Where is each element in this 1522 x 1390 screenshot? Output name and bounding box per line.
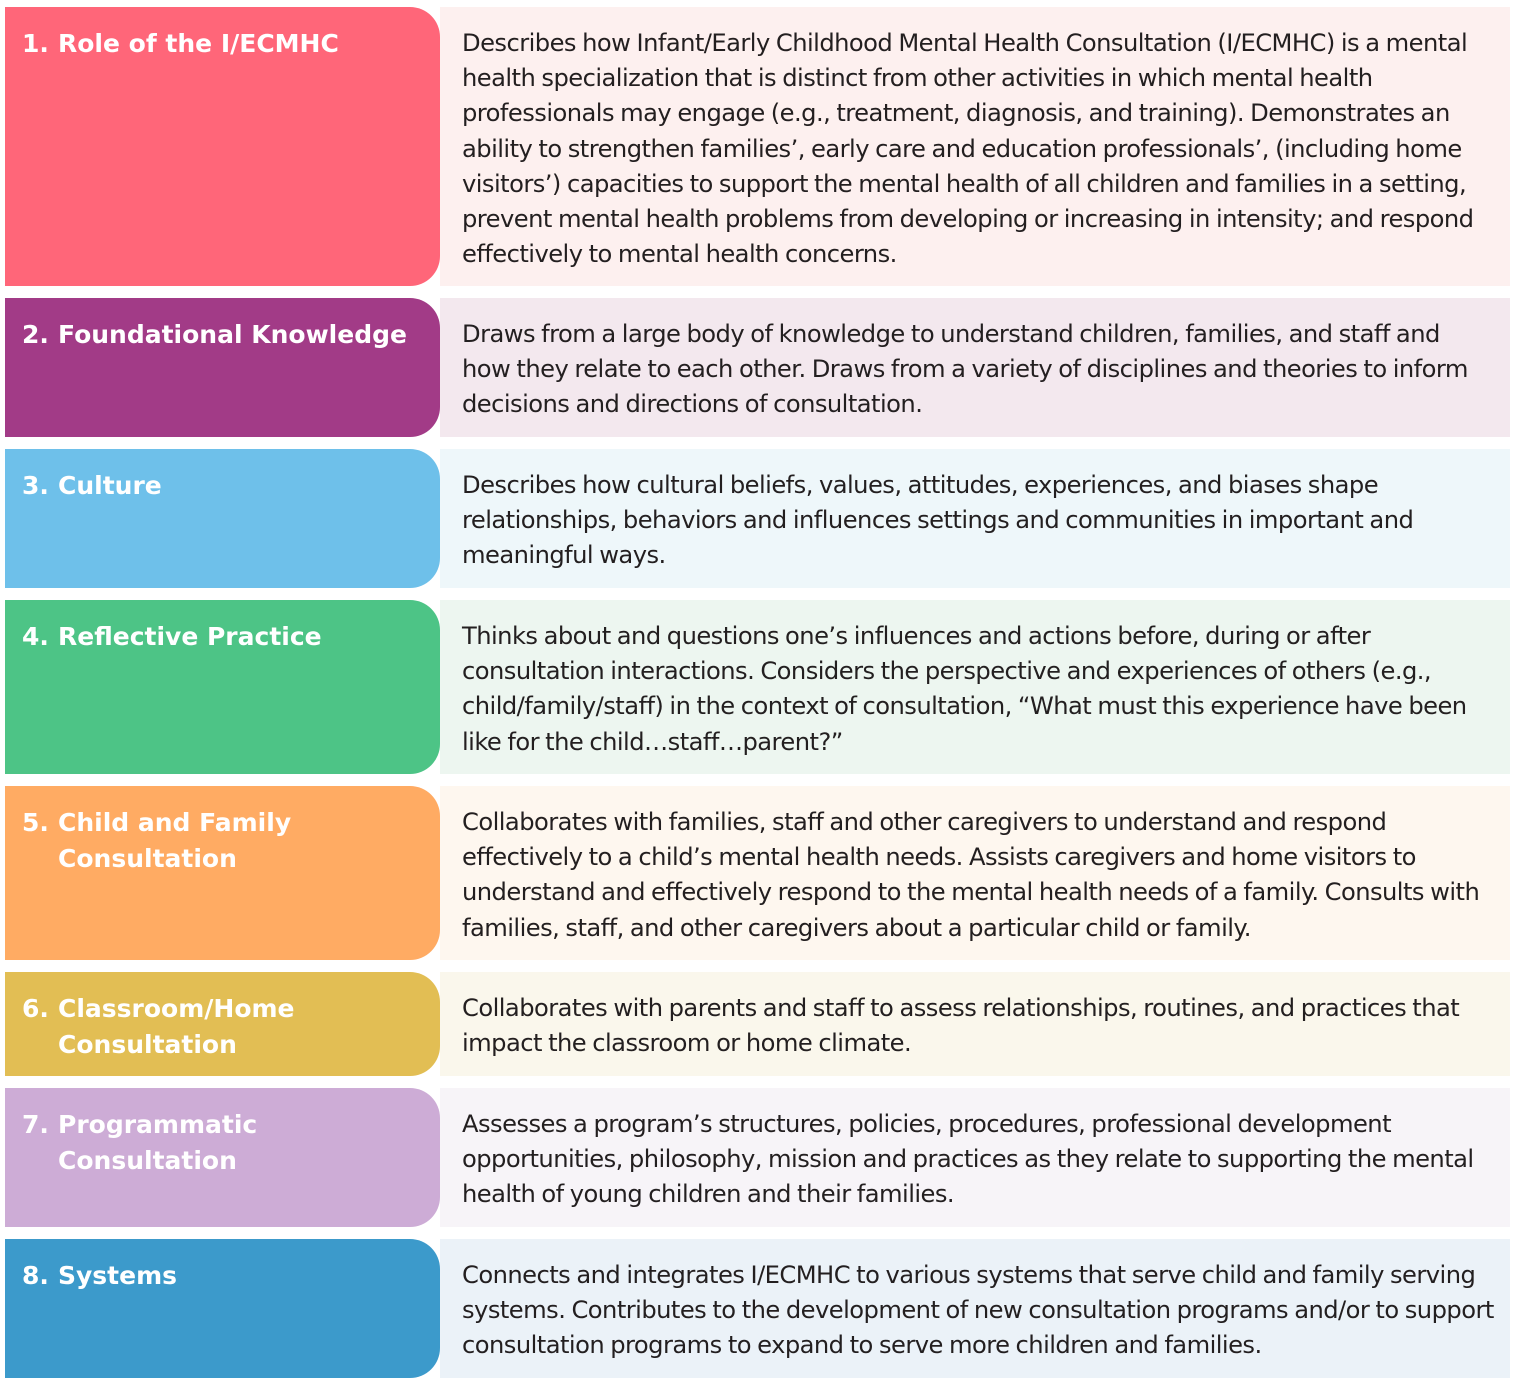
competency-title: Classroom/Home Consultation <box>58 994 295 1059</box>
competency-title: Culture <box>58 471 162 500</box>
competency-description: Assesses a program’s structures, policies, procedures, professional development opportunities, philosophy, mission and practices as they relate to supporting the mental health of young children and their families. <box>440 1088 1510 1227</box>
competency-row-3 <box>5 449 1510 588</box>
competency-description: Describes how Infant/Early Childhood Mental Health Consultation (I/ECMHC) is a mental health specialization that is distinct from other activities in which mental health professionals may engage (e.g., treatment, diagnosis, and training). Demonstrates an ability to strengthen families’, early care and education professionals’, (including home visitors’) capacities to support the mental health of all children and families in a setting, prevent mental health problems from developing or increasing in intensity; and respond effectively to mental health concerns. <box>440 7 1510 286</box>
competency-number: 6. <box>22 994 49 1023</box>
competency-number: 1. <box>22 29 49 58</box>
competency-number: 7. <box>22 1110 49 1139</box>
competency-label-box <box>5 972 440 1076</box>
competency-label-box <box>5 7 440 286</box>
competency-label-box <box>5 786 440 960</box>
competency-row-1 <box>5 7 1510 286</box>
competency-description: Draws from a large body of knowledge to understand children, families, and staff and how they relate to each other. Draws from a variety of disciplines and theories to inform decisions and directions of consultation. <box>440 298 1510 437</box>
competency-label-box <box>5 600 440 774</box>
competency-number: 8. <box>22 1261 49 1290</box>
competency-title: Foundational Knowledge <box>58 320 407 349</box>
competency-number: 2. <box>22 320 49 349</box>
competency-description: Connects and integrates I/ECMHC to various systems that serve child and family serving systems. Contributes to the development of new consultation programs and/or to support consultation programs to expand to serve more children and families. <box>440 1239 1510 1378</box>
competency-title: Systems <box>58 1261 178 1290</box>
competency-row-2 <box>5 298 1510 437</box>
competency-label-box <box>5 1239 440 1378</box>
competency-label-box <box>5 449 440 588</box>
competency-title: Role of the I/ECMHC <box>58 29 339 58</box>
competency-number: 5. <box>22 808 49 837</box>
competency-title: Programmatic Consultation <box>58 1110 258 1175</box>
competency-row-5 <box>5 786 1510 960</box>
competency-description: Describes how cultural beliefs, values, attitudes, experiences, and biases shape relationships, behaviors and influences settings and communities in important and meaningful ways. <box>440 449 1510 588</box>
competency-row-7 <box>5 1088 1510 1227</box>
competency-title: Reflective Practice <box>58 622 322 651</box>
competency-number: 4. <box>22 622 49 651</box>
competency-label-box <box>5 1088 440 1227</box>
competency-description: Thinks about and questions one’s influences and actions before, during or after consultation interactions. Considers the perspective and experiences of others (e.g., child/family/staff) in the context of consultation, “What must this experience have been like for the child…staff…parent?” <box>440 600 1510 774</box>
competency-title: Child and Family Consultation <box>58 808 292 873</box>
competency-row-4 <box>5 600 1510 774</box>
competency-description: Collaborates with families, staff and other caregivers to understand and respond effectively to a child’s mental health needs. Assists caregivers and home visitors to understand and effectively respond to the mental health needs of a family. Consults with families, staff, and other caregivers about a particular child or family. <box>440 786 1510 960</box>
competency-row-8 <box>5 1239 1510 1378</box>
competency-row-6 <box>5 972 1510 1076</box>
competency-number: 3. <box>22 471 49 500</box>
competency-label-box <box>5 298 440 437</box>
competency-description: Collaborates with parents and staff to assess relationships, routines, and practices that impact the classroom or home climate. <box>440 972 1510 1076</box>
